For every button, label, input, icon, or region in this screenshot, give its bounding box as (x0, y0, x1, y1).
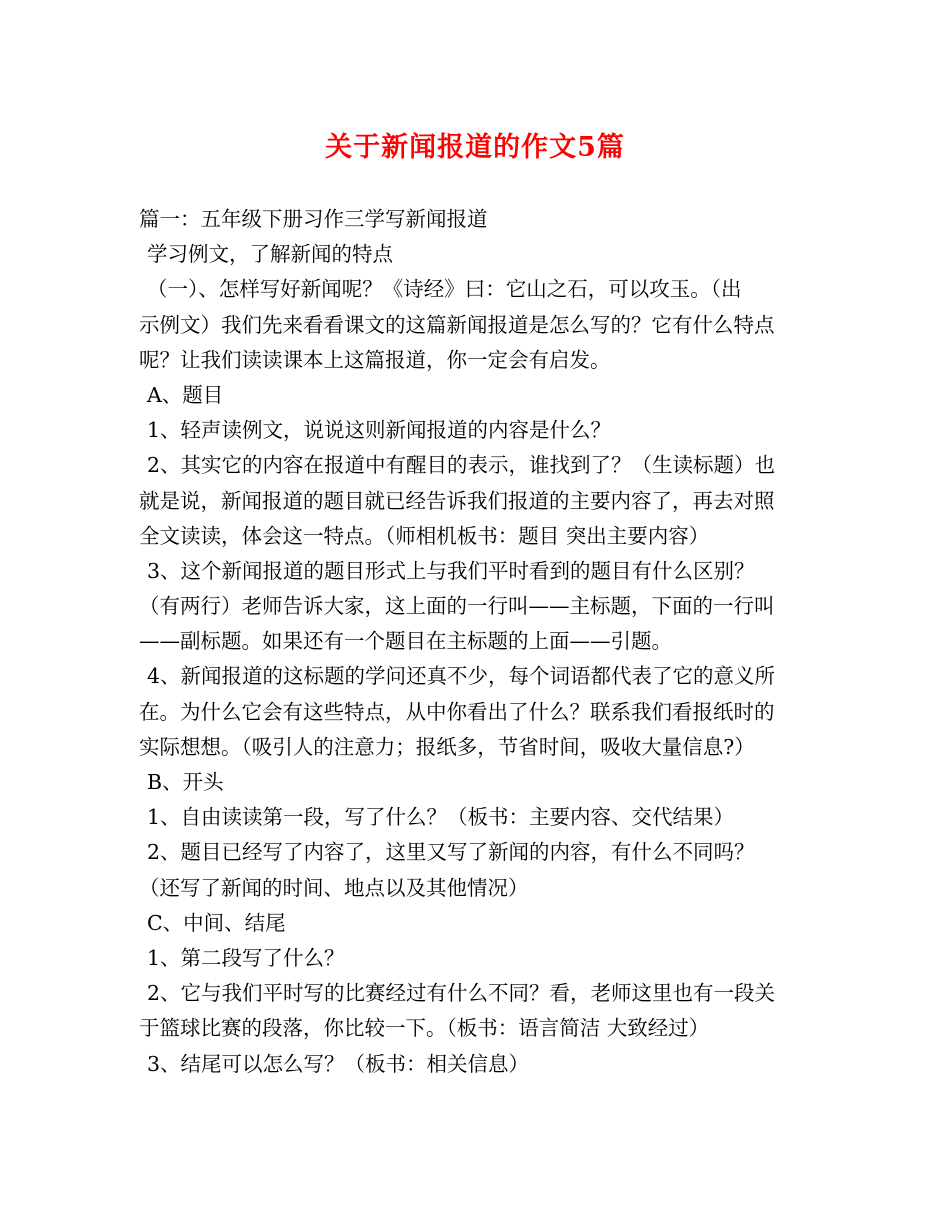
text-line: 4、新闻报道的这标题的学问还真不少，每个词语都代表了它的意义所 (147, 664, 776, 689)
text-line: 学习例文，了解新闻的特点 (147, 242, 393, 267)
text-line: 2、它与我们平时写的比赛经过有什么不同？看，老师这里也有一段关 (147, 981, 776, 1006)
text-line: 2、其实它的内容在报道中有醒目的表示，谁找到了？（生读标题）也 (147, 453, 776, 478)
text-line: B、开头 (147, 770, 224, 794)
text-line: 1、轻声读例文，说说这则新闻报道的内容是什么？ (147, 418, 612, 443)
document-body (139, 202, 819, 1082)
text-line: 呢？让我们读读课本上这篇报道，你一定会有启发。 (139, 347, 611, 372)
text-line: 在。为什么它会有这些特点，从中你看出了什么？联系我们看报纸时的 (139, 699, 775, 724)
text-line: ——副标题。如果还有一个题目在主标题的上面——引题。 (139, 629, 672, 654)
text-line: （一）、怎样写好新闻呢？《诗经》曰：它山之石，可以攻玉。（出 (147, 277, 742, 302)
text-line: 实际想想。（吸引人的注意力；报纸多，节省时间，吸收大量信息?） (139, 734, 755, 759)
text-line: 就是说，新闻报道的题目就已经告诉我们报道的主要内容了，再去对照 (139, 488, 775, 513)
text-line: 全文读读，体会这一特点。（师相机板书：题目 突出主要内容） (139, 523, 710, 548)
text-line: 示例文）我们先来看看课文的这篇新闻报道是怎么写的？它有什么特点 (139, 312, 775, 337)
text-line: 篇一：五年级下册习作三学写新闻报道 (139, 207, 488, 231)
text-line: 2、题目已经写了内容了，这里又写了新闻的内容，有什么不同吗？ (147, 840, 755, 865)
text-line: （还写了新闻的时间、地点以及其他情况） (139, 875, 529, 900)
text-line: A、题目 (147, 382, 224, 407)
text-line: 3、这个新闻报道的题目形式上与我们平时看到的题目有什么区别？ (147, 558, 755, 583)
text-line: 于篮球比赛的段落，你比较一下。（板书：语言简洁 大致经过） (139, 1016, 710, 1041)
text-line: C、中间、结尾 (147, 910, 286, 935)
document-title: 关于新闻报道的作文5篇 (325, 132, 625, 163)
text-line: 1、第二段写了什么？ (147, 945, 345, 970)
text-line: 3、结尾可以怎么写？（板书：相关信息） (147, 1051, 530, 1076)
text-line: 1、自由读读第一段，写了什么？（板书：主要内容、交代结果） (147, 805, 735, 830)
text-line: （有两行）老师告诉大家，这上面的一行叫——主标题，下面的一行叫 (139, 594, 775, 619)
